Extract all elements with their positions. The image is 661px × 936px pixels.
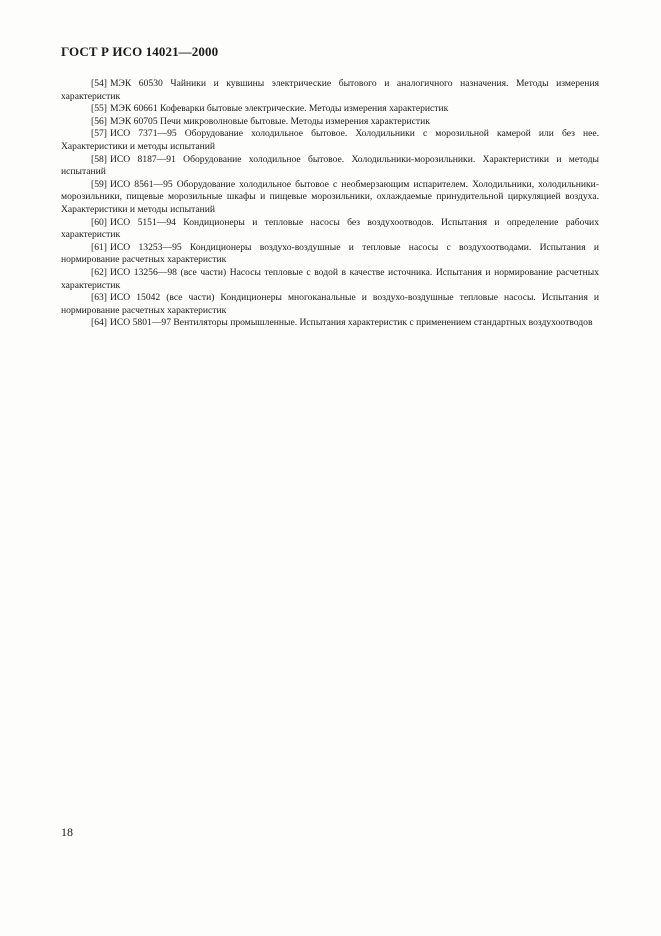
reference-text: ИСО 5151—94 Кондиционеры и тепловые насосы без воздухоотводов. Испытания и определение рабочих характеристик xyxy=(61,216,599,241)
reference-text: МЭК 60705 Печи микроволновые бытовые. Методы измерения характеристик xyxy=(109,115,430,127)
reference-item xyxy=(61,217,599,242)
reference-number: [61] xyxy=(91,241,107,253)
reference-number: [54] xyxy=(91,78,107,89)
reference-number: [62] xyxy=(91,266,107,278)
reference-item xyxy=(61,242,599,267)
reference-item xyxy=(61,128,599,153)
reference-number: [55] xyxy=(91,103,107,115)
reference-text: ИСО 13256—98 (все части) Насосы тепловые с водой в качестве источника. Испытания и нормирование расчетных характеристик xyxy=(61,266,599,291)
reference-number: [58] xyxy=(91,153,107,165)
reference-item xyxy=(61,267,599,292)
reference-item xyxy=(61,179,599,217)
reference-number: [57] xyxy=(91,128,107,140)
reference-text: ИСО 8187—91 Оборудование холодильное бытовое. Холодильники-морозильники. Характеристики и методы испытаний xyxy=(61,153,599,178)
reference-number: [60] xyxy=(91,216,107,228)
reference-text: ИСО 15042 (все части) Кондиционеры многоканальные и воздухо-воздушные тепловые насосы. Испытания и нормирование расчетных характеристик xyxy=(61,292,599,316)
reference-text: ИСО 7371—95 Оборудование холодильное бытовое. Холодильники с морозильной камерой или без нее. Характеристики и методы испытаний xyxy=(61,128,599,152)
reference-number: [59] xyxy=(91,178,107,190)
reference-number: [63] xyxy=(91,292,107,304)
reference-item xyxy=(61,317,599,330)
reference-text: ИСО 8561—95 Оборудование холодильное бытовое с необмерзающим испарителем. Холодильники, холодильники-морозильники, пищевые морозильные шкафы и пищевые морозильники, охлаждаемые принудительной циркуляцией воздуха. Характеристики и методы испытаний xyxy=(61,178,599,215)
reference-text: МЭК 60661 Кофеварки бытовые электрические. Методы измерения характеристик xyxy=(109,103,449,115)
page-number: 18 xyxy=(61,825,73,839)
document-header: ГОСТ Р ИСО 14021—2000 xyxy=(61,44,219,59)
reference-item xyxy=(61,116,599,129)
reference-text: ИСО 13253—95 Кондиционеры воздухо-воздушные и тепловые насосы с воздухоотводами. Испытания и нормирование расчетных характеристик xyxy=(61,241,599,266)
reference-item xyxy=(61,103,599,116)
reference-text: ИСО 5801—97 Вентиляторы промышленные. Испытания характеристик с применением стандартных воздухоотводов xyxy=(109,317,593,329)
reference-item xyxy=(61,154,599,179)
reference-number: [64] xyxy=(91,317,107,329)
reference-list xyxy=(61,78,599,330)
reference-text: МЭК 60530 Чайники и кувшины электрические бытового и аналогичного назначения. Методы измерения характеристик xyxy=(61,78,599,102)
reference-number: [56] xyxy=(91,115,107,127)
reference-item xyxy=(61,292,599,317)
reference-item xyxy=(61,78,599,103)
